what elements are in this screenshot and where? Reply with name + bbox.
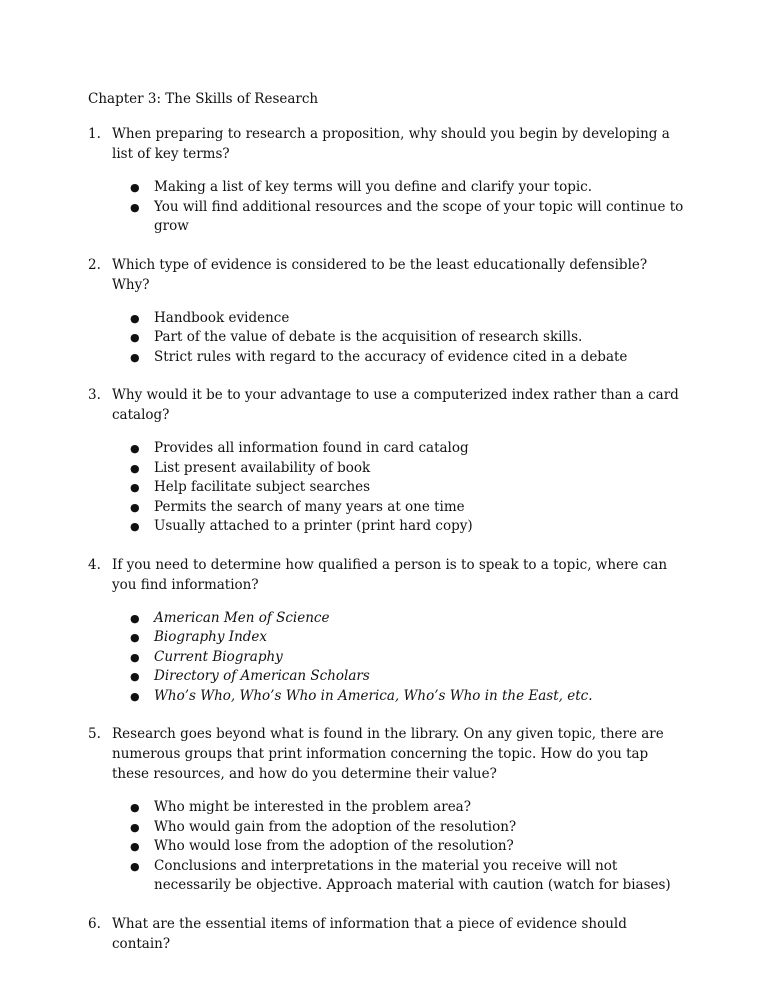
answer-item	[130, 348, 688, 368]
answer-item	[130, 178, 688, 198]
answer-text: Conclusions and interpretations in the material you receive will not necessarily be objective. Approach material with caution (watch for biases)	[154, 857, 671, 893]
bullet-icon: ●	[130, 820, 140, 834]
answer-text: Permits the search of many years at one time	[154, 498, 465, 515]
bullet-icon: ●	[130, 442, 140, 455]
question-number: 5.	[88, 726, 101, 742]
question-1	[88, 124, 688, 237]
answer-item	[130, 667, 688, 687]
answer-item	[130, 609, 688, 629]
answer-item	[130, 857, 688, 896]
question-number: 4.	[88, 556, 101, 573]
answer-text: Making a list of key terms will you define and clarify your topic.	[154, 179, 593, 195]
answer-text: Directory of American Scholars	[154, 668, 370, 684]
answer-list	[112, 309, 688, 368]
bullet-icon: ●	[130, 331, 140, 344]
answer-item	[130, 517, 688, 537]
answer-list	[112, 609, 688, 707]
question-text: When preparing to research a proposition, why should you begin by developing a list of key terms?	[112, 126, 670, 162]
answer-item	[130, 478, 688, 498]
chapter-title: Chapter 3: The Skills of Research	[88, 91, 319, 107]
question-number: 1.	[88, 126, 101, 142]
answer-item	[130, 798, 688, 818]
bullet-icon: ●	[130, 801, 140, 814]
answer-text: List present availability of book	[154, 459, 371, 476]
bullet-icon: ●	[130, 611, 140, 625]
bullet-icon: ●	[130, 481, 140, 494]
answer-text: Who’s Who, Who’s Who in America, Who’s Who in the East, etc.	[154, 687, 593, 704]
bullet-icon: ●	[130, 461, 140, 475]
question-list	[88, 124, 688, 972]
bullet-icon: ●	[130, 200, 140, 214]
question-number: 2.	[88, 256, 101, 273]
answer-text: Help facilitate subject searches	[154, 479, 371, 495]
answer-item	[130, 837, 688, 857]
question-number: 3.	[88, 387, 101, 403]
bullet-icon: ●	[130, 650, 140, 664]
answer-text: Who would gain from the adoption of the resolution?	[154, 818, 517, 835]
question-text: Research goes beyond what is found in the library. On any given topic, there are numerous groups that print information concerning the topic. How do you tap these resources, and how do you determine their value?	[112, 726, 664, 782]
bullet-icon: ●	[130, 859, 140, 873]
question-text: Why would it be to your advantage to use a computerized index rather than a card catalog?	[112, 387, 679, 423]
answer-text: American Men of Science	[154, 609, 330, 626]
bullet-icon: ●	[130, 670, 140, 683]
question-2	[88, 255, 688, 368]
answer-item	[130, 648, 688, 668]
question-3	[88, 385, 688, 537]
question-5	[88, 724, 688, 896]
question-text: Which type of evidence is considered to be the least educationally defensible? Why?	[112, 256, 648, 293]
question-text: What are the essential items of information that a piece of evidence should contain?	[112, 915, 627, 952]
answer-text: Strict rules with regard to the accuracy of evidence cited in a debate	[154, 348, 628, 365]
bullet-icon: ●	[130, 520, 140, 533]
answer-item	[130, 439, 688, 459]
answer-item	[130, 498, 688, 518]
answer-item	[130, 459, 688, 479]
answer-item	[130, 309, 688, 329]
answer-text: Provides all information found in card catalog	[154, 440, 469, 456]
answer-text: Handbook evidence	[154, 309, 290, 326]
bullet-icon: ●	[130, 350, 140, 364]
answer-text: Biography Index	[154, 629, 268, 645]
question-text: If you need to determine how qualified a person is to speak to a topic, where can you find information?	[112, 556, 668, 593]
answer-text: Who might be interested in the problem area?	[154, 799, 471, 815]
answer-list	[112, 178, 688, 237]
bullet-icon: ●	[130, 181, 140, 194]
answer-text: Part of the value of debate is the acquisition of research skills.	[154, 329, 583, 345]
answer-text: Who would lose from the adoption of the resolution?	[154, 838, 514, 854]
bullet-icon: ●	[130, 500, 140, 514]
question-4	[88, 555, 688, 707]
answer-text: Usually attached to a printer (print hard copy)	[154, 518, 473, 534]
bullet-icon: ●	[130, 311, 140, 325]
answer-list	[112, 439, 688, 537]
bullet-icon: ●	[130, 689, 140, 703]
question-number: 6.	[88, 915, 101, 932]
answer-text: Current Biography	[154, 648, 283, 665]
bullet-icon: ●	[130, 840, 140, 853]
answer-text: You will find additional resources and the scope of your topic will continue to grow	[154, 198, 684, 234]
answer-item	[130, 328, 688, 348]
answer-item	[130, 198, 688, 237]
question-6	[88, 914, 688, 954]
answer-item	[130, 818, 688, 838]
bullet-icon: ●	[130, 631, 140, 644]
answer-item	[130, 628, 688, 648]
answer-list	[112, 798, 688, 896]
answer-item	[130, 687, 688, 707]
